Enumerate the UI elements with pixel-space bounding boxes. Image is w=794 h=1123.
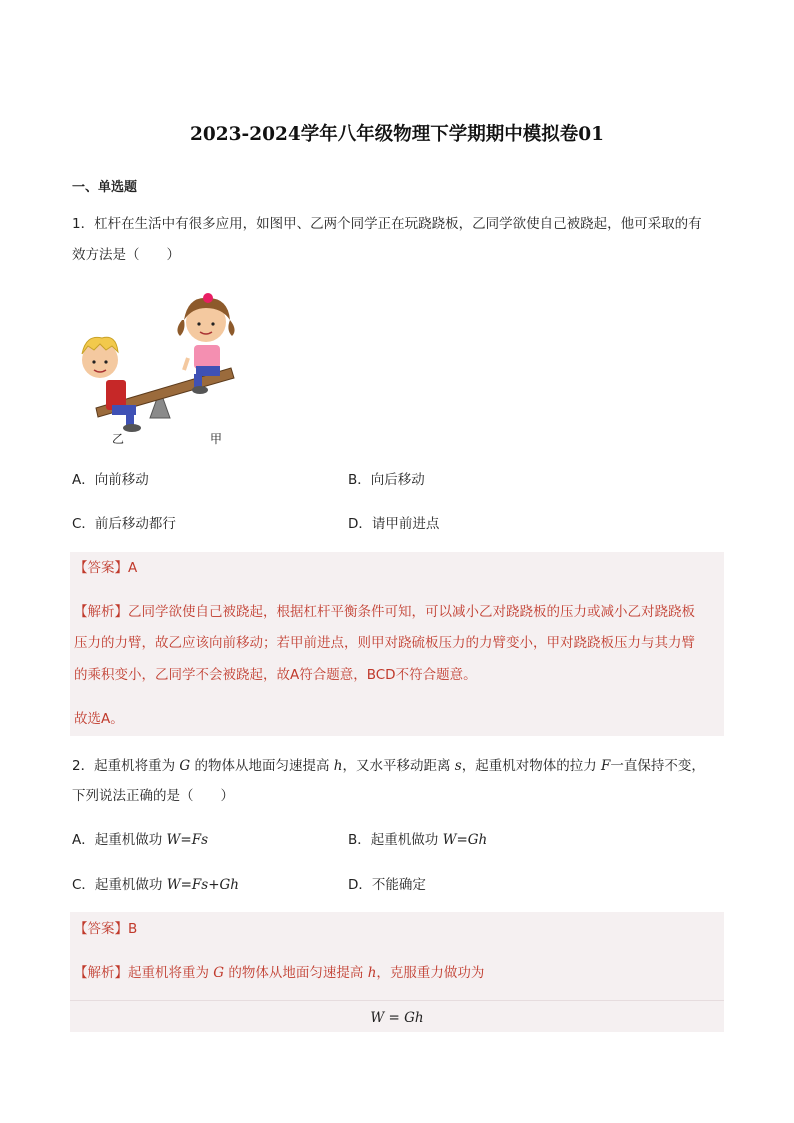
q2-text-d: ，起重机对物体的拉力 xyxy=(461,758,602,774)
question-1-answer xyxy=(74,558,137,578)
figure-label-jia: 甲 xyxy=(210,432,223,446)
question-1-stem-line2: 效方法是（ ） xyxy=(72,247,180,263)
q2-text-a: 2．起重机将重为 xyxy=(72,758,180,774)
answer-value: A xyxy=(128,560,138,576)
question-1-option-b: B．向后移动 xyxy=(348,472,425,488)
analysis-tag: 【解析】 xyxy=(74,965,128,981)
option-b-text: B．起重机做功 xyxy=(348,832,443,848)
question-2-analysis-line1 xyxy=(74,963,484,983)
answer-tag: 【答案】 xyxy=(74,921,128,937)
q2-symbol-h: h xyxy=(333,758,343,774)
q2-text-b: 的物体从地面匀速提高 xyxy=(190,758,334,774)
page-title: 2023-2024学年八年级物理下学期期中模拟卷01 xyxy=(190,124,604,145)
question-1-option-a: A．向前移动 xyxy=(72,472,149,488)
question-1-option-d: D．请甲前进点 xyxy=(348,516,440,532)
question-1-stem-line1: 1．杠杆在生活中有很多应用，如图甲、乙两个同学正在玩跷跷板，乙同学欲使自己被跷起，他可采取的有 xyxy=(72,216,702,232)
figure-label-yi: 乙 xyxy=(112,432,125,446)
analysis-text-b: 的物体从地面匀速提高 xyxy=(224,965,368,981)
question-2-option-b xyxy=(348,830,487,850)
analysis-text-a: 起重机将重为 xyxy=(128,965,214,981)
seesaw-figure xyxy=(76,290,256,450)
analysis-text: 乙同学欲使自己被跷起，根据杠杆平衡条件可知，可以减小乙对跷跷板的压力或减小乙对跷跷板 xyxy=(128,604,695,620)
option-a-formula: W=Fs xyxy=(166,832,209,848)
seesaw-illustration xyxy=(76,290,256,450)
q2-symbol-s: s xyxy=(454,758,462,774)
question-2-answer-box xyxy=(70,912,724,1032)
q2-text-e: 一直保持不变， xyxy=(610,758,705,774)
question-2-stem-line2: 下列说法正确的是（ ） xyxy=(72,788,234,804)
question-1-analysis-line1 xyxy=(74,602,695,622)
analysis-symbol-g: G xyxy=(213,965,225,981)
answer-divider xyxy=(70,1000,724,1001)
question-1-analysis-line3: 的乘积变小，乙同学不会被跷起，故A符合题意，BCD不符合题意。 xyxy=(74,667,477,683)
analysis-tag: 【解析】 xyxy=(74,604,128,620)
question-2-option-c xyxy=(72,875,239,895)
option-b-formula: W=Gh xyxy=(442,832,488,848)
question-2-answer xyxy=(74,919,137,939)
analysis-symbol-h: h xyxy=(367,965,377,981)
question-2-formula: W = Gh xyxy=(370,1010,424,1026)
question-1-analysis-line2: 压力的力臂，故乙应该向前移动；若甲前进点，则甲对跷硫板压力的力臂变小，甲对跷跷板压力与其力臂 xyxy=(74,635,695,651)
section-title: 一、单选题 xyxy=(72,180,138,195)
question-2-option-a xyxy=(72,830,208,850)
question-1-option-c: C．前后移动都行 xyxy=(72,516,176,532)
answer-value: B xyxy=(128,921,138,937)
option-c-formula: W=Fs+Gh xyxy=(166,877,239,893)
option-a-text: A．起重机做功 xyxy=(72,832,167,848)
question-2-option-d: D．不能确定 xyxy=(348,877,426,893)
question-1-conclusion: 故选A。 xyxy=(74,711,124,727)
analysis-text-c: ，克服重力做功为 xyxy=(376,965,485,981)
question-1-answer-box xyxy=(70,552,724,736)
question-2-stem-line1 xyxy=(72,756,724,776)
q2-symbol-g: G xyxy=(179,758,191,774)
q2-text-c: ，又水平移动距离 xyxy=(342,758,455,774)
answer-tag: 【答案】 xyxy=(74,560,128,576)
option-c-text: C．起重机做功 xyxy=(72,877,167,893)
q2-symbol-f: F xyxy=(601,758,611,774)
